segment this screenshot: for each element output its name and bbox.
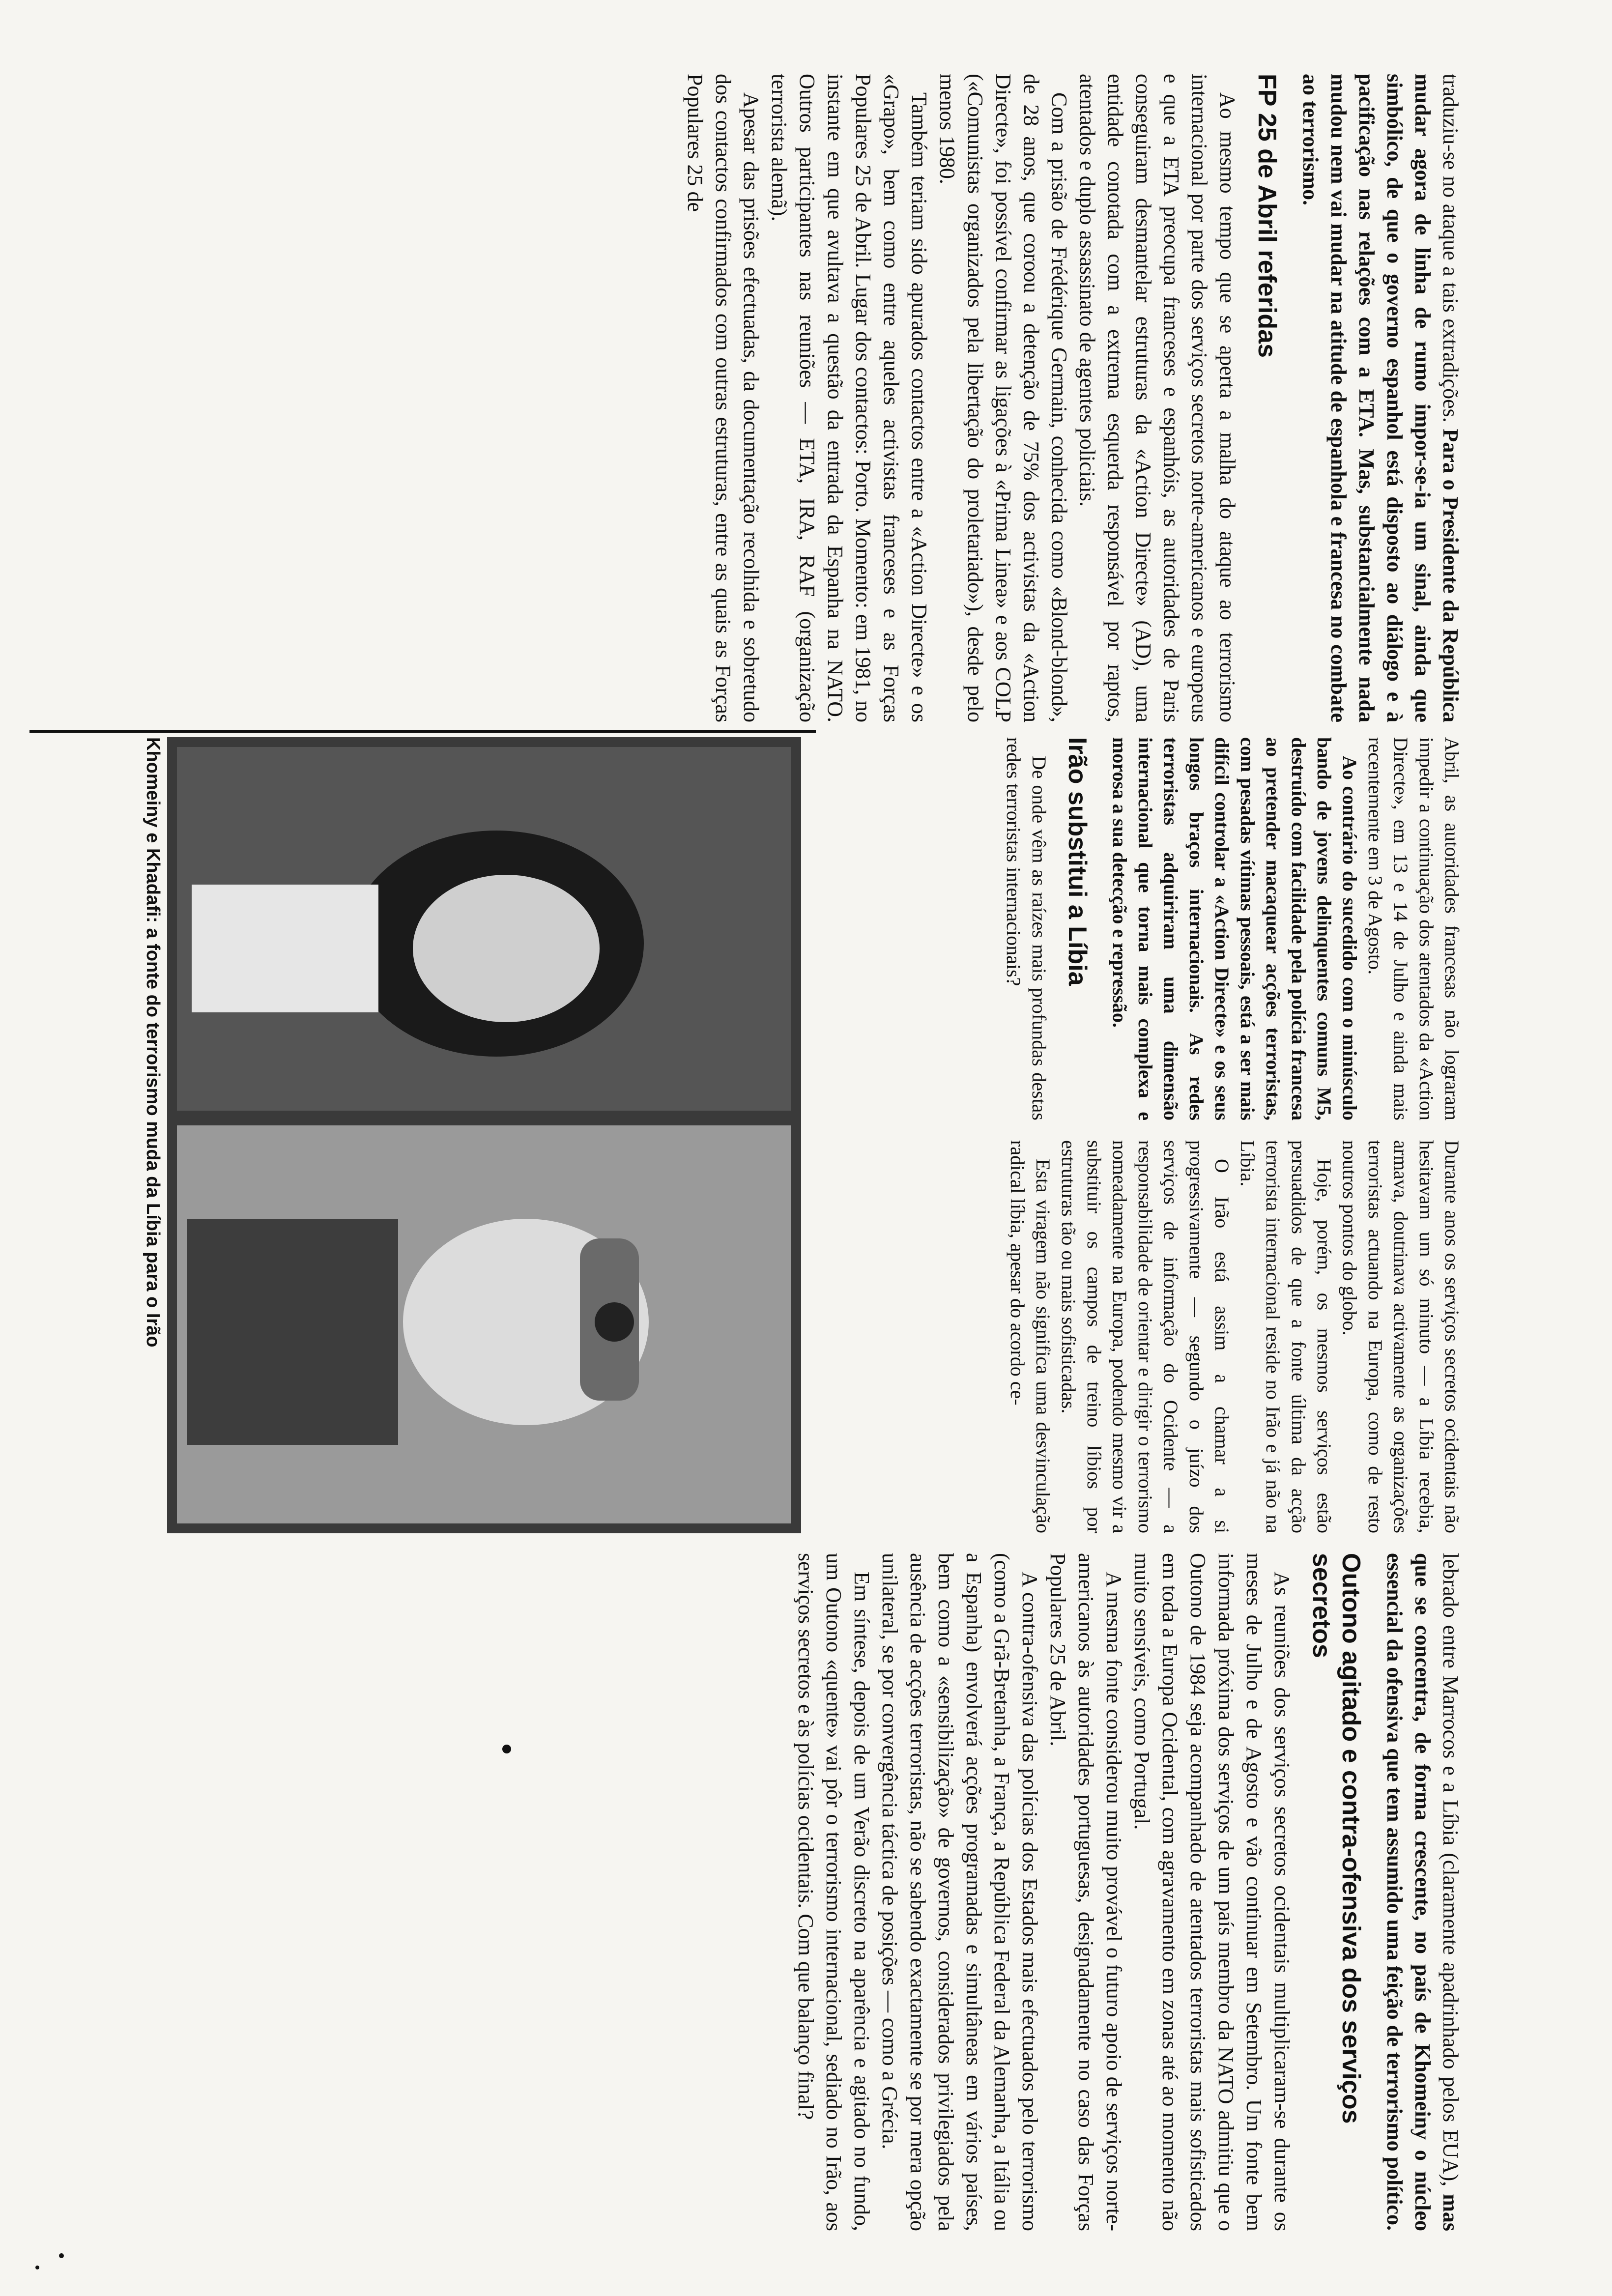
article-column-3 [1005, 1140, 1465, 1533]
portrait-photo-graphic [167, 737, 801, 1533]
paragraph: A contra-ofensiva das polícias dos Estados mais efectuados pelo terrorismo (como a Grã-Bretanha, a França, a República Federal da Alemanha, a Itália ou a Espanha) envolverá acções programadas e simultâneas em vários países, bem como a «sensibilização» de governos, considerados privilegiados pela ausência de acções terroristas, não se sabendo exactamente se por mera opção unilateral, se por convergência táctica de posições — como a Grécia. [878, 1553, 1042, 2231]
intro-text: lebrado entre Marrocos e a Líbia (claramente apadrinhado pelos EUA), [1439, 1553, 1463, 2187]
paragraph: Hoje, porém, os mesmos serviços estão persuadidos de que a fonte última da acção terrorista internacional reside no Irão e já não na Líbia. [1237, 1140, 1335, 1533]
paragraph: Ao mesmo tempo que se aperta a malha do ataque ao terrorismo internacional por parte dos serviços secretos norte-americanos e europeus e que a ETA preocupa franceses e espanhóis, as autoridades de Paris conseguiram desmantelar estruturas da «Action Directe» (AD), uma entidade conotada com a extrema esquerda responsável por raptos, atentados e duplo assassinato de agentes policiais. [1075, 74, 1239, 722]
paragraph: Abril, as autoridades francesas não lograram impedir a continuação dos atentados da «Action Directe», em 13 e 14 de Julho e ainda mais recentemente em 3 de Agosto. [1364, 737, 1463, 1120]
subheading-outono: Outono agitado e contra-ofensiva dos serviços secretos [1307, 1553, 1365, 2124]
paragraph: As reuniões dos serviços secretos ocidentais multiplicaram-se durante os meses de Julho e de Agosto e vão continuar em Setembro. Um fonte bem informada próxima dos serviços de um país membro da NATO admitiu que o Outono de 1984 seja acompanhado de atentados terroristas mais sofisticados em toda a Europa Ocidental, com agravamento em zonas até ao momento não muito sensíveis, como Portugal. [1130, 1553, 1294, 2231]
paragraph: Com a prisão de Frédérique Germain, conhecida como «Blond-blond», de 28 anos, que coroou a detenção de 75% dos activistas da «Action Directe», foi possível confirmar as ligações à «Prima Linea» e aos COLP («Comunistas organizados pela libertação do proletariado»), desde pelo menos 1980. [935, 74, 1071, 722]
article-column-1 [681, 74, 1465, 722]
intro-text: traduziu-se no ataque a tais extradições. [1439, 74, 1463, 423]
paragraph: Durante anos os serviços secretos ocidentais não hesitavam um só minuto — a Líbia recebia, armava, doutrinava activamente as organizações terroristas actuando na Europa, como de resto noutros pontos do globo. [1339, 1140, 1463, 1533]
paragraph: Em síntese, depois de um Verão discreto na aparência e agitado no fundo, um Outono «quente» vai pôr o terrorismo internacional, sediado no Irão, aos serviços secretos e às polícias ocidentais. Com que balanço final? [794, 1553, 874, 2231]
intro-bold-text: Para o Presidente da República mudar agora de linha de rumo impor-se-ia um sinal, ainda que simbólico, de que o governo espanhol está disposto ao diálogo e à pacificação nas relações com a ETA. Mas, substancialmente nada mudou nem vai mudar na atitude de espanhola e francesa no combate ao terrorismo. [1298, 74, 1463, 722]
paragraph: Também teriam sido apurados contactos entre a «Action Directe» e os «Grapo», bem como entre aqueles activistas franceses e as Forças Populares 25 de Abril. Lugar dos contactos: Porto. Momento: em 1981, no instante em que avultava a questão da entrada da Espanha na NATO. Outros participantes nas reuniões — ETA, IRA, RAF (organização terrorista alemã). [767, 74, 931, 722]
scan-speck [502, 1745, 511, 1753]
intro-bold-text: mas que se concentra, de forma crescente, no país de Khomeiny o núcleo essencial da ofensiva que tem assumido uma feição de terrorismo político. [1382, 1553, 1463, 2231]
column-1-intro [1296, 74, 1465, 722]
subheading-fp25: FP 25 de Abril referidas [1253, 74, 1281, 358]
paragraph: O Irão está assim a chamar a si progressivamente — segundo o juízo dos serviços de informação do Ocidente — a responsabilidade de orientar e dirigir o terrorismo nomeadamente na Europa, podendo mesmo vir a substituir os campos de treino líbios por estruturas tão ou mais sofisticadas. [1058, 1140, 1233, 1533]
subheading-irao: Irão substitui a Líbia [1063, 737, 1092, 986]
column-4-intro [1381, 1553, 1465, 2231]
article-column-2 [1001, 737, 1465, 1120]
scan-speck [59, 2253, 64, 2258]
paragraph: A mesma fonte considerou muito provável o futuro apoio de serviços norte-americanos às autoridades portuguesas, designadamente no caso das Forças Populares 25 de Abril. [1046, 1553, 1126, 2231]
portrait-photograph [167, 737, 801, 1533]
column-divider [29, 730, 816, 733]
paragraph: Esta viragem não significa uma desvinculação radical líbia, apesar do acordo ce- [1007, 1140, 1054, 1533]
photo-caption: Khomeiny e Khadafi: a fonte do terrorismo muda da Líbia para o Irão [143, 737, 163, 1348]
bold-paragraph: Ao contrário do sucedido com o minúsculo bando de jovens delinquentes comuns M5, destruído com facilidade pela polícia francesa ao pretender macaquear acções terroristas, com pesadas vítimas pessoais, está a ser mais difícil controlar a «Action Directe» e os seus longos braços internacionais. As redes terroristas adquiriram uma dimensão internacional que torna mais complexa e morosa a sua detecção e repressão. [1109, 737, 1361, 1120]
paragraph: Apesar das prisões efectuadas, da documentação recolhida e sobretudo dos contactos confirmados com outras estruturas, entre as quais as Forças Populares 25 de [683, 74, 763, 722]
scan-speck [35, 2266, 39, 2269]
article-column-4 [792, 1553, 1465, 2231]
paragraph: De onde vêm as raízes mais profundas destas redes terroristas internacionais? [1003, 737, 1050, 1120]
